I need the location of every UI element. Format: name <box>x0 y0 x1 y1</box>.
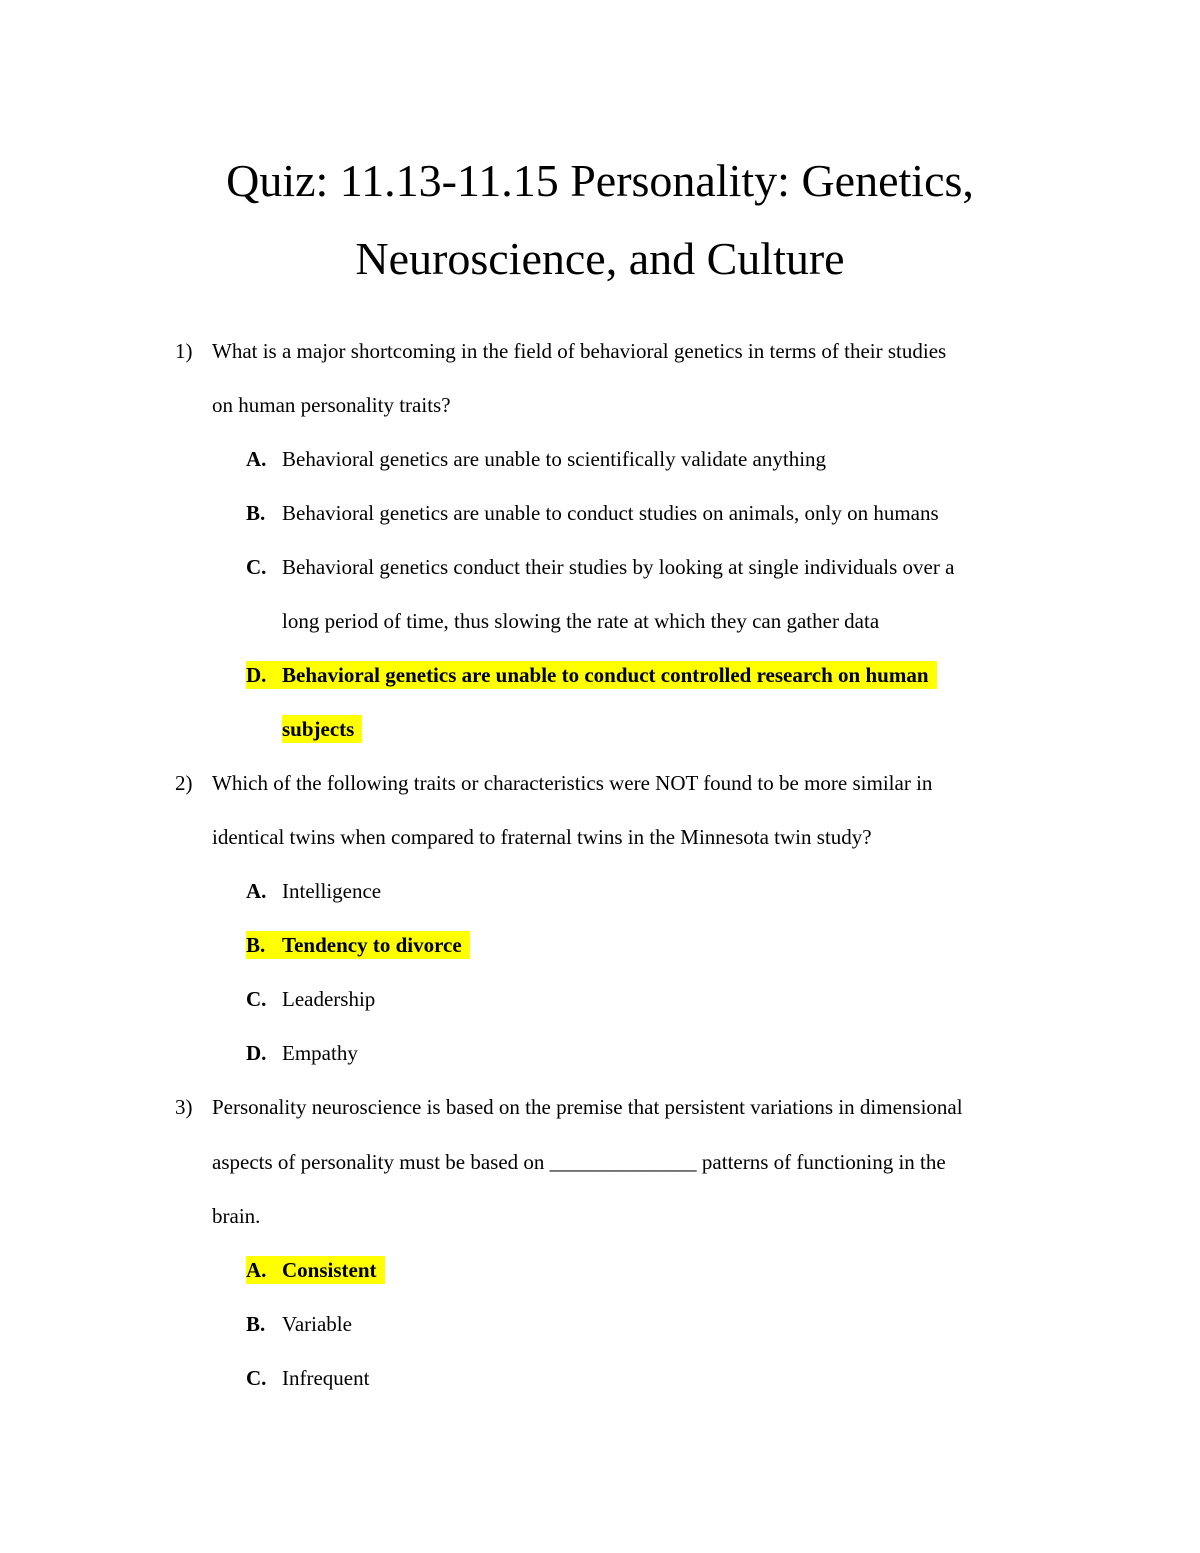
option-text: Behavioral genetics are unable to scientifically validate anything <box>282 447 827 471</box>
option-letter: D. <box>246 1041 267 1065</box>
question-text-line: brain. <box>212 1204 261 1228</box>
answer-option <box>246 555 954 579</box>
option-text: Empathy <box>282 1041 358 1065</box>
correct-answer-option <box>246 933 470 957</box>
option-letter: B. <box>246 933 266 957</box>
question-text-line: aspects of personality must be based on ______________ patterns of functioning in the <box>212 1150 946 1174</box>
question-number: 3) <box>175 1095 193 1119</box>
question-text-line: Which of the following traits or characteristics were NOT found to be more similar in <box>212 771 933 795</box>
question-text-line: on human personality traits? <box>212 393 451 417</box>
document-title-line-2: Neuroscience, and Culture <box>355 233 845 284</box>
document-title-line-1: Quiz: 11.13-11.15 Personality: Genetics, <box>226 155 974 206</box>
question-text-line: Personality neuroscience is based on the premise that persistent variations in dimensional <box>212 1095 963 1119</box>
answer-option <box>246 1041 358 1065</box>
question-text-line: identical twins when compared to fraternal twins in the Minnesota twin study? <box>212 825 872 849</box>
answer-option <box>246 987 375 1011</box>
answer-option <box>246 1366 369 1390</box>
option-letter: A. <box>246 1258 267 1282</box>
option-letter: A. <box>246 447 267 471</box>
option-text: Behavioral genetics are unable to conduct controlled research on human <box>282 663 929 687</box>
option-letter: B. <box>246 501 266 525</box>
option-letter: B. <box>246 1312 266 1336</box>
option-letter: C. <box>246 1366 267 1390</box>
option-text: Infrequent <box>282 1366 370 1390</box>
option-text: Variable <box>282 1312 352 1336</box>
option-text: Tendency to divorce <box>282 933 462 957</box>
option-letter: C. <box>246 987 267 1011</box>
option-text: Intelligence <box>282 879 382 903</box>
option-text: Consistent <box>282 1258 377 1282</box>
option-letter: C. <box>246 555 267 579</box>
question-number: 2) <box>175 771 193 795</box>
answer-option <box>246 501 939 525</box>
answer-option <box>246 447 826 471</box>
option-text-continuation: long period of time, thus slowing the rate at which they can gather data <box>282 609 880 633</box>
answer-option <box>246 879 381 903</box>
option-text: Behavioral genetics conduct their studies by looking at single individuals over a <box>282 555 955 579</box>
question-text-line: What is a major shortcoming in the field of behavioral genetics in terms of their studies <box>212 339 947 363</box>
option-text: Behavioral genetics are unable to conduct studies on animals, only on humans <box>282 501 939 525</box>
question-number: 1) <box>175 339 193 363</box>
option-letter: A. <box>246 879 267 903</box>
answer-option <box>246 1312 352 1336</box>
option-letter: D. <box>246 663 267 687</box>
correct-answer-continuation: subjects <box>282 717 362 741</box>
correct-answer-option <box>246 663 937 687</box>
correct-answer-option <box>246 1258 385 1282</box>
option-text: Leadership <box>282 987 376 1011</box>
